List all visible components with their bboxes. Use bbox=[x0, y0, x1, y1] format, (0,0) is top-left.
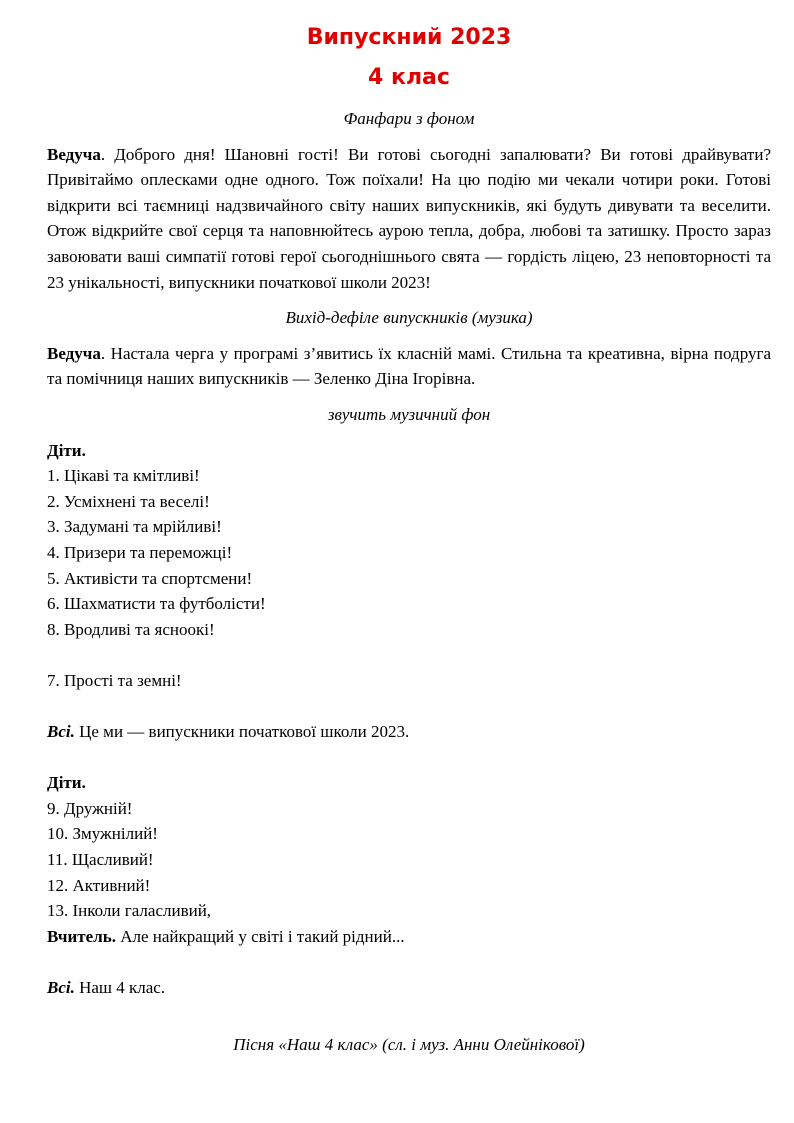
speaker-label-all: Всі. bbox=[47, 722, 75, 742]
speaker-label-all: Всі. bbox=[47, 978, 75, 997]
speaker-label-host: Ведуча bbox=[47, 343, 101, 363]
speaker-label-host: Ведуча bbox=[47, 144, 101, 164]
kids-line: 5. Активісти та спортсмени! bbox=[47, 568, 253, 588]
kids-line: 8. Вродливі та ясноокі! bbox=[47, 619, 215, 639]
kids-line: 10. Змужнілий! bbox=[47, 824, 158, 844]
kids-line: 2. Усміхнені та веселі! bbox=[47, 491, 210, 511]
spacer bbox=[47, 642, 771, 668]
kids-line: 11. Щасливий! bbox=[47, 850, 154, 870]
document-title: Випускний 2023 bbox=[306, 25, 512, 50]
all-speech-text: Наш 4 клас. bbox=[74, 978, 166, 997]
document-subtitle: 4 клас bbox=[368, 65, 450, 90]
all-line-2 bbox=[47, 975, 771, 1001]
kids-line: 1. Цікаві та кмітливі! bbox=[47, 466, 200, 486]
all-speech-text: Це ми — випускники початкової школи 2023. bbox=[74, 722, 410, 742]
teacher-line bbox=[47, 924, 771, 950]
speaker-label-kids: Діти. bbox=[47, 440, 86, 460]
kids-line: 3. Задумані та мрійливі! bbox=[47, 517, 222, 537]
host-paragraph-2 bbox=[47, 341, 771, 392]
teacher-speech-text: Але найкращий у світі і такий рідний... bbox=[115, 926, 405, 946]
kids-block-2 bbox=[47, 770, 771, 924]
kids-line: 13. Інколи галасливий, bbox=[47, 901, 212, 921]
host-paragraph-1 bbox=[47, 142, 771, 296]
stage-direction-defile: Вихід-дефіле випускників (музика) bbox=[285, 308, 533, 328]
all-line-1 bbox=[47, 719, 771, 745]
speaker-label-teacher: Вчитель. bbox=[47, 926, 116, 946]
kids-line: 9. Дружній! bbox=[47, 798, 133, 818]
spacer bbox=[47, 745, 771, 771]
document-page bbox=[47, 18, 771, 1068]
host-speech-text: . Доброго дня! Шановні гості! Ви готові сьогодні запалювати? Ви готові драйвувати? Привітаймо оплесками одне одного. Тож поїхали! На цю подію ми чекали чотири роки. Готові відкрити всі таємниці надзвичайного світу наших випускників, які будуть дивувати та веселити. Отож відкрийте свої серця та наповнюйтесь аурою тепла, добра, любові та затишку. Просто зараз завоювати ваші симпатії готові герої сьогоднішнього свята — гордість ліцею, 23 неповторності та 23 унікальності, випускники початкової школи 2023! bbox=[47, 144, 771, 292]
kids-line: 7. Прості та земні! bbox=[47, 670, 182, 690]
stage-direction-fanfare: Фанфари з фоном bbox=[343, 109, 475, 128]
stage-direction-music: звучить музичний фон bbox=[327, 404, 491, 424]
spacer bbox=[47, 1007, 771, 1033]
host-speech-text: . Настала черга у програмі з’явитись їх класній мамі. Стильна та креативна, вірна подруга та помічниця наших випускників — Зеленко Діна Ігорівна. bbox=[47, 343, 771, 389]
kids-block-1 bbox=[47, 438, 771, 694]
spacer bbox=[47, 693, 771, 719]
kids-line: 4. Призери та переможці! bbox=[47, 542, 233, 562]
spacer bbox=[47, 949, 771, 975]
kids-line: 12. Активний! bbox=[47, 875, 151, 895]
stage-direction-song: Пісня «Наш 4 клас» (сл. і муз. Анни Олейнікової) bbox=[233, 1035, 585, 1055]
kids-line: 6. Шахматисти та футболісти! bbox=[47, 594, 266, 614]
speaker-label-kids: Діти. bbox=[47, 773, 86, 793]
